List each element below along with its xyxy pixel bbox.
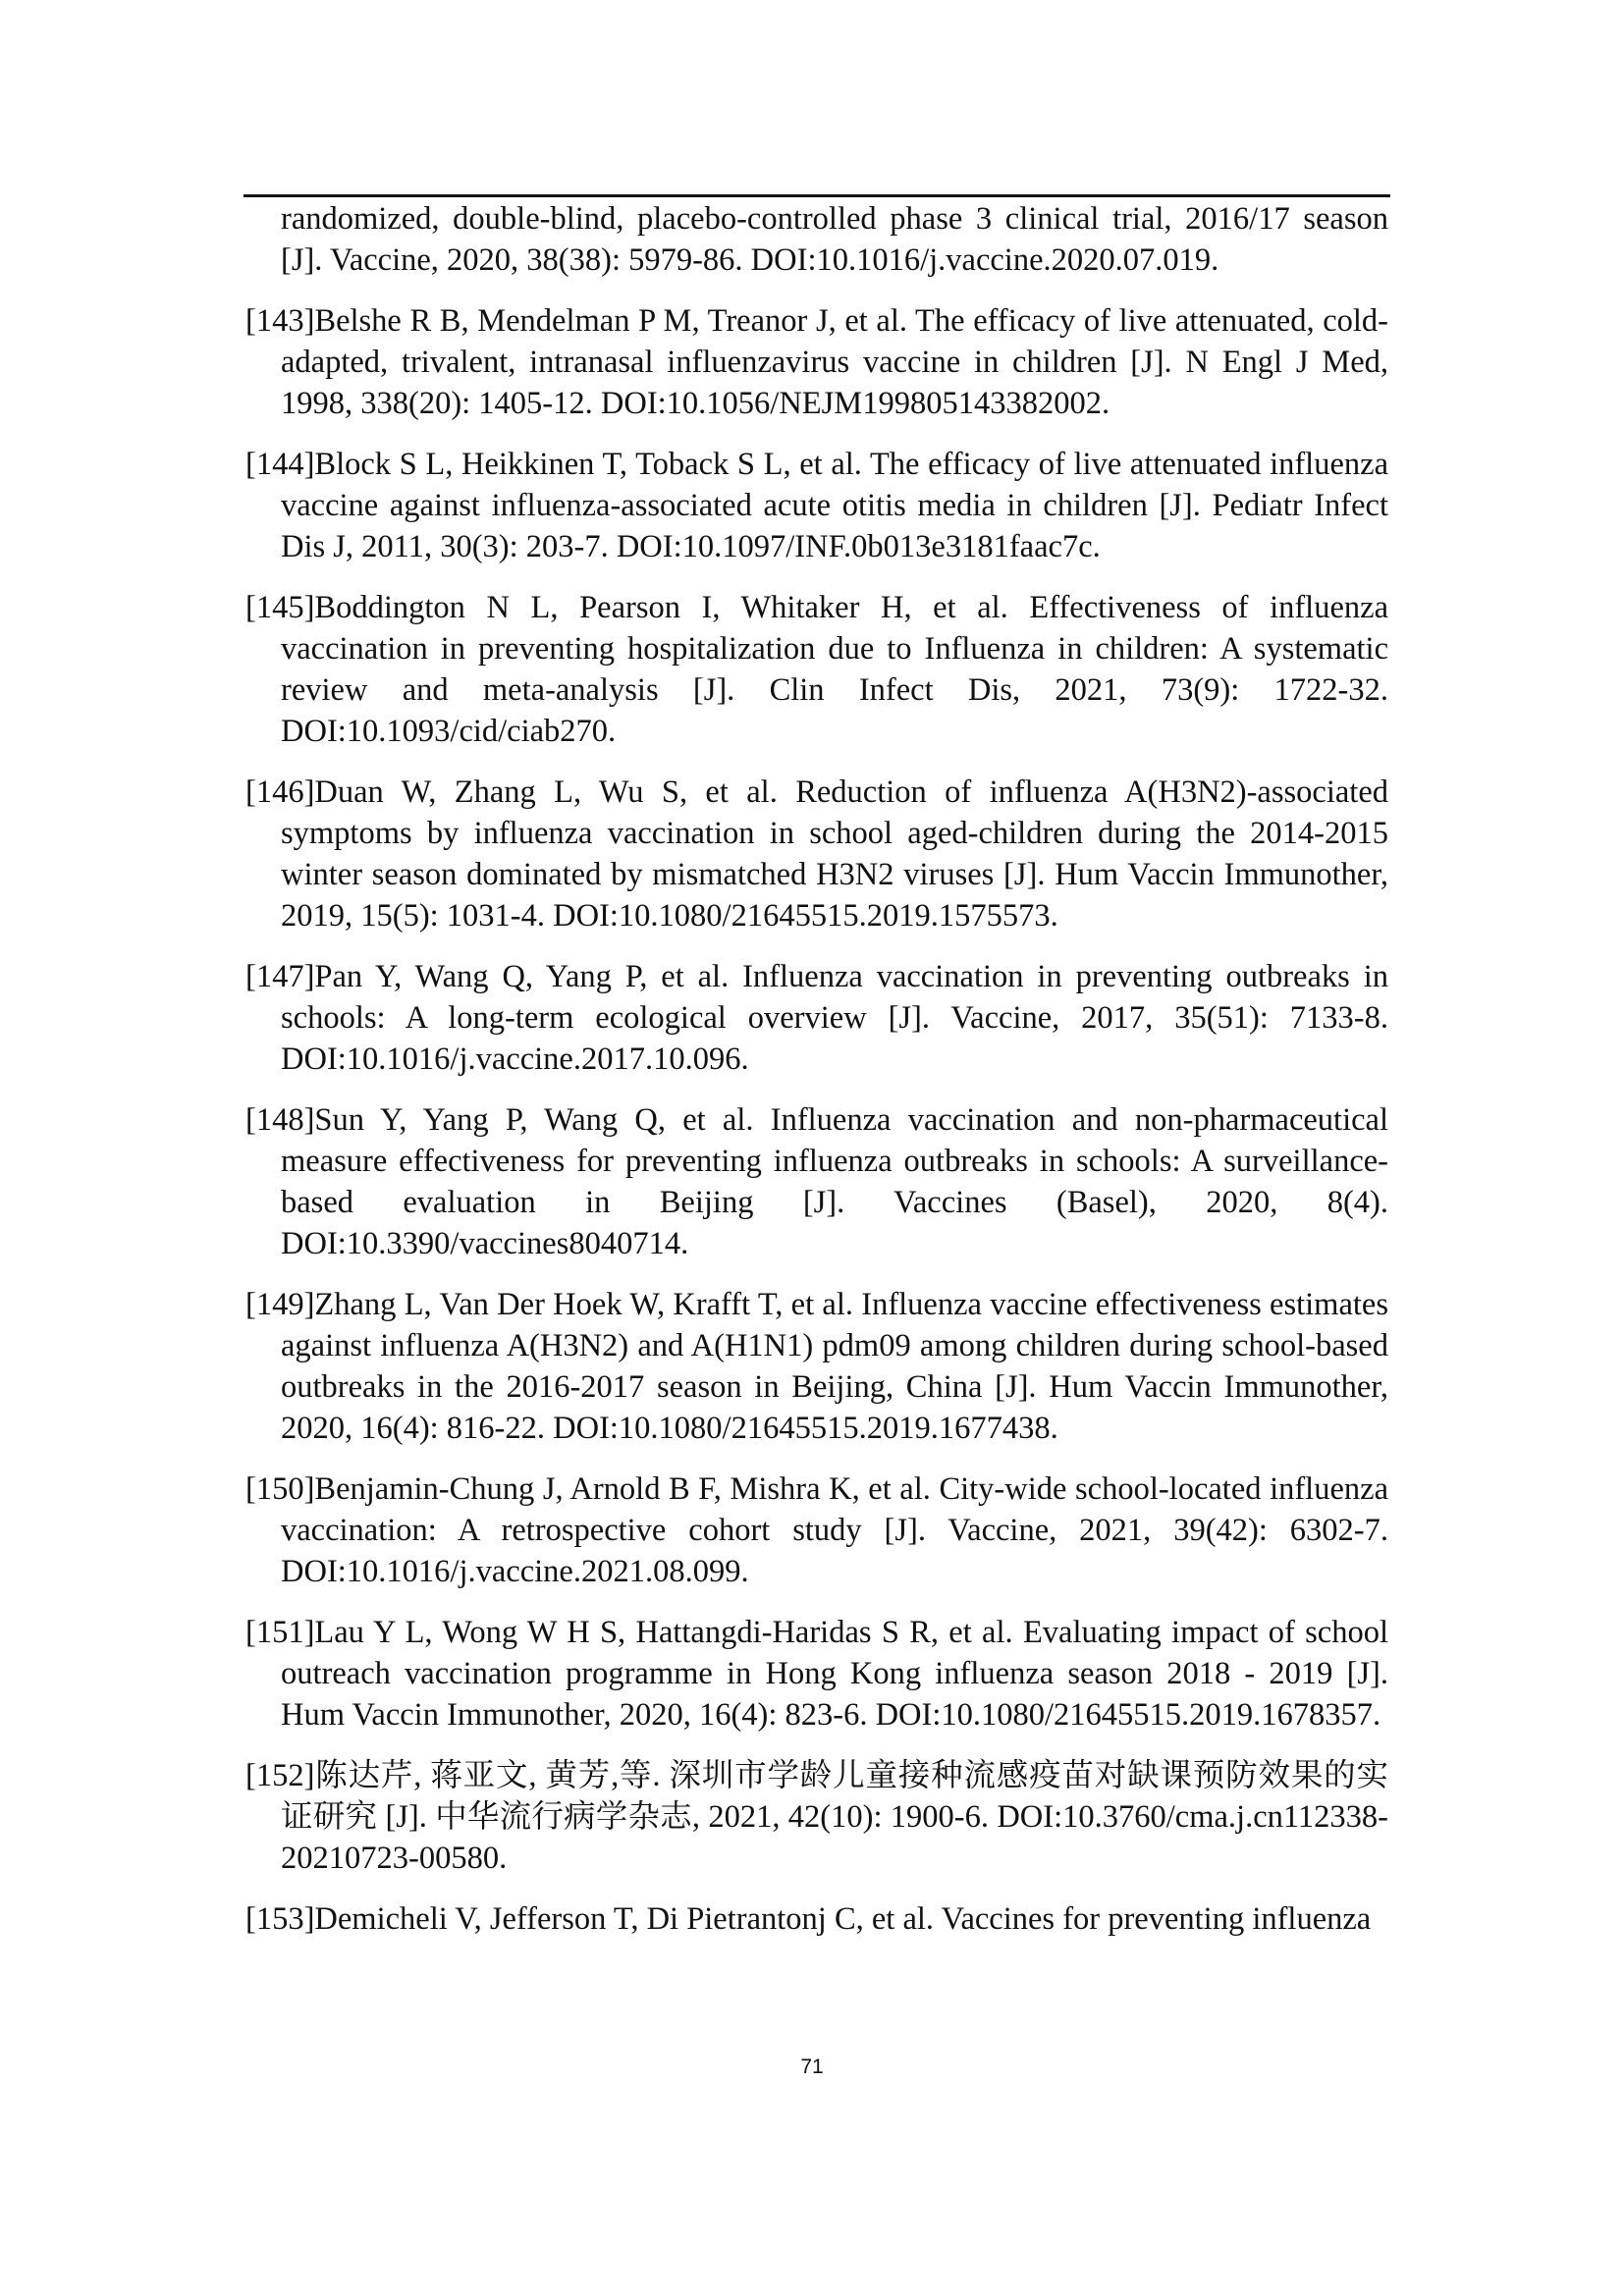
reference-147: [147]Pan Y, Wang Q, Yang P, et al. Influenza vaccination in preventing outbreaks in schools: A long-term ecological overview [J]. Vaccine, 2017, 35(51): 7133-8. DOI:10.1016/j.vaccine.2017.10.096. xyxy=(245,959,1388,1077)
reference-153: [153]Demicheli V, Jefferson T, Di Pietrantonj C, et al. Vaccines for preventing influenza xyxy=(245,1901,1372,1937)
reference-list xyxy=(245,198,1388,1959)
reference-146: [146]Duan W, Zhang L, Wu S, et al. Reduction of influenza A(H3N2)-associated symptoms by influenza vaccination in school aged-children during the 2014-2015 winter season dominated by mismatched H3N2 viruses [J]. Hum Vaccin Immunother, 2019, 15(5): 1031-4. DOI:10.1080/21645515.2019.1575573. xyxy=(245,774,1388,934)
reference-148: [148]Sun Y, Yang P, Wang Q, et al. Influenza vaccination and non-pharmaceutical measure effectiveness for preventing influenza outbreaks in schools: A surveillance-based evaluation in Beijing [J]. Vaccines (Basel), 2020, 8(4). DOI:10.3390/vaccines8040714. xyxy=(245,1102,1388,1261)
page-number: 71 xyxy=(800,2056,824,2078)
reference-151: [151]Lau Y L, Wong W H S, Hattangdi-Haridas S R, et al. Evaluating impact of school outreach vaccination programme in Hong Kong influenza season 2018 - 2019 [J]. Hum Vaccin Immunother, 2020, 16(4): 823-6. DOI:10.1080/21645515.2019.1678357. xyxy=(245,1615,1388,1733)
reference-149: [149]Zhang L, Van Der Hoek W, Krafft T, et al. Influenza vaccine effectiveness estimates against influenza A(H3N2) and A(H1N1) pdm09 among children during school-based outbreaks in the 2016-2017 season in Beijing, China [J]. Hum Vaccin Immunother, 2020, 16(4): 816-22. DOI:10.1080/21645515.2019.1677438. xyxy=(245,1287,1388,1446)
reference-143: [143]Belshe R B, Mendelman P M, Treanor J, et al. The efficacy of live attenuated, cold-adapted, trivalent, intranasal influenzavirus vaccine in children [J]. N Engl J Med, 1998, 338(20): 1405-12. DOI:10.1056/NEJM199805143382002. xyxy=(245,303,1388,421)
reference-152: [152]陈达芹, 蒋亚文, 黄芳,等. 深圳市学龄儿童接种流感疫苗对缺课预防效果的实证研究 [J]. 中华流行病学杂志, 2021, 42(10): 1900-6. DOI:10.3760/cma.j.cn112338-20210723-00580. xyxy=(245,1758,1388,1876)
reference-145: [145]Boddington N L, Pearson I, Whitaker H, et al. Effectiveness of influenza vaccination in preventing hospitalization due to Influenza in children: A systematic review and meta-analysis [J]. Clin Infect Dis, 2021, 73(9): 1722-32. DOI:10.1093/cid/ciab270. xyxy=(245,590,1388,749)
reference-142-continued: randomized, double-blind, placebo-controlled phase 3 clinical trial, 2016/17 season [J]. Vaccine, 2020, 38(38): 5979-86. DOI:10.1016/j.vaccine.2020.07.019. xyxy=(281,201,1388,278)
top-rule xyxy=(244,194,1390,197)
reference-150: [150]Benjamin-Chung J, Arnold B F, Mishra K, et al. City-wide school-located influenza vaccination: A retrospective cohort study [J]. Vaccine, 2021, 39(42): 6302-7. DOI:10.1016/j.vaccine.2021.08.099. xyxy=(245,1471,1388,1589)
reference-144: [144]Block S L, Heikkinen T, Toback S L, et al. The efficacy of live attenuated influenza vaccine against influenza-associated acute otitis media in children [J]. Pediatr Infect Dis J, 2011, 30(3): 203-7. DOI:10.1097/INF.0b013e3181faac7c. xyxy=(245,447,1388,564)
